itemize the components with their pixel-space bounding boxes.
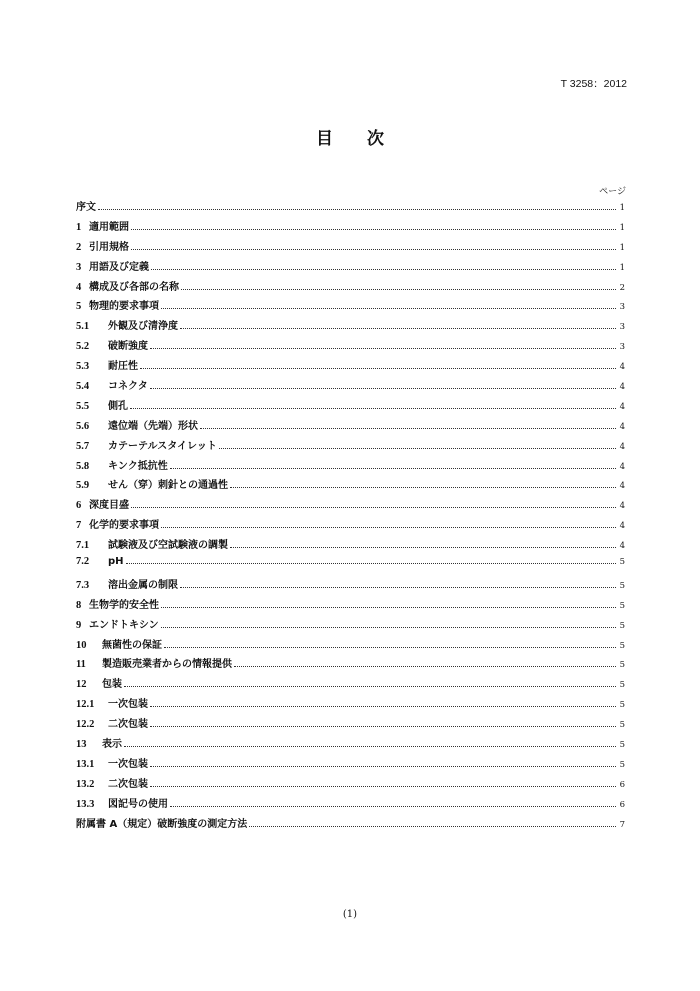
page-title: 目 次 bbox=[316, 129, 398, 149]
toc-leader-dots bbox=[230, 486, 616, 488]
toc-leader-dots bbox=[170, 467, 616, 469]
toc-leader-dots bbox=[150, 725, 616, 727]
toc-section-title: 包装 bbox=[102, 679, 122, 691]
toc-section-title: 溶出金属の制限 bbox=[108, 579, 178, 591]
toc-entry[interactable] bbox=[76, 476, 625, 496]
toc-section-title: 生物学的安全性 bbox=[89, 599, 159, 611]
toc-entry[interactable] bbox=[76, 636, 625, 656]
toc-entry[interactable] bbox=[76, 238, 625, 258]
toc-section-number: 3 bbox=[76, 261, 82, 273]
toc-entry[interactable] bbox=[76, 357, 625, 377]
toc-section-title: 引用規格 bbox=[89, 241, 129, 253]
toc-leader-dots bbox=[170, 805, 616, 807]
toc-entry[interactable] bbox=[76, 536, 625, 556]
toc-page-number: 1 bbox=[619, 242, 625, 253]
toc-page-number: 4 bbox=[619, 441, 625, 452]
toc-section-title: 製造販売業者からの情報提供 bbox=[102, 659, 232, 671]
toc-entry[interactable] bbox=[76, 755, 625, 775]
toc-leader-dots bbox=[131, 248, 616, 250]
toc-section-title: エンドトキシン bbox=[89, 619, 159, 631]
toc-page-number: 4 bbox=[619, 481, 625, 492]
toc-section-number: 12 bbox=[76, 679, 87, 691]
toc-entry[interactable] bbox=[76, 496, 625, 516]
toc-section-number: 5.7 bbox=[76, 440, 90, 452]
toc-page-number: 3 bbox=[619, 342, 625, 353]
toc-section-title: 破断強度 bbox=[108, 341, 148, 353]
toc-leader-dots bbox=[161, 626, 616, 628]
toc-section-number: 5.8 bbox=[76, 460, 90, 472]
toc-entry[interactable] bbox=[76, 596, 625, 616]
toc-section-title: 一次包装 bbox=[108, 758, 148, 770]
toc-section-number: 12.2 bbox=[76, 719, 95, 731]
toc-leader-dots bbox=[181, 288, 616, 290]
toc-entry[interactable] bbox=[76, 616, 625, 636]
toc-section-title: 序文 bbox=[76, 202, 96, 213]
toc-leader-dots bbox=[161, 526, 616, 528]
toc-section-title: 用語及び定義 bbox=[89, 261, 149, 273]
toc-leader-dots bbox=[249, 825, 616, 827]
toc-page-number: 5 bbox=[619, 660, 625, 671]
toc-page-number: 4 bbox=[619, 521, 625, 532]
toc-section-number: 12.1 bbox=[76, 699, 95, 711]
toc-leader-dots bbox=[151, 268, 616, 270]
toc-section-title: キンク抵抗性 bbox=[108, 460, 168, 472]
toc-page-number: 5 bbox=[619, 620, 625, 631]
toc-section-number: 6 bbox=[76, 500, 82, 512]
toc-page-number: 4 bbox=[619, 401, 625, 412]
toc-entry[interactable] bbox=[76, 675, 625, 695]
table-of-contents bbox=[76, 198, 625, 835]
toc-section-number: 8 bbox=[76, 599, 82, 611]
page-number-footer: (1) bbox=[342, 909, 358, 920]
toc-leader-dots bbox=[124, 745, 616, 747]
toc-section-title: コネクタ bbox=[108, 381, 148, 393]
toc-leader-dots bbox=[180, 586, 616, 588]
toc-entry[interactable] bbox=[76, 775, 625, 795]
toc-entry[interactable] bbox=[76, 397, 625, 417]
toc-section-number: 13.3 bbox=[76, 798, 95, 810]
toc-section-number: 13.1 bbox=[76, 758, 95, 770]
toc-leader-dots bbox=[126, 562, 616, 564]
toc-section-title: 表示 bbox=[102, 739, 122, 751]
toc-page-number: 5 bbox=[619, 557, 625, 568]
toc-page-number: 7 bbox=[619, 819, 625, 830]
toc-section-number: 5.3 bbox=[76, 361, 90, 373]
toc-leader-dots bbox=[150, 785, 616, 787]
toc-page-number: 4 bbox=[619, 362, 625, 373]
toc-page-number: 6 bbox=[619, 799, 625, 810]
toc-section-title: 構成及び各部の名称 bbox=[89, 281, 179, 293]
toc-page-number: 4 bbox=[619, 382, 625, 393]
toc-section-title: 図記号の使用 bbox=[108, 798, 168, 810]
toc-leader-dots bbox=[98, 208, 616, 210]
toc-page-number: 6 bbox=[619, 779, 625, 790]
toc-entry[interactable] bbox=[76, 735, 625, 755]
toc-entry[interactable] bbox=[76, 815, 625, 835]
toc-section-title: 遠位端（先端）形状 bbox=[108, 420, 198, 432]
toc-page-number: 5 bbox=[619, 640, 625, 651]
doc-code: T 3258：2012 bbox=[560, 78, 627, 90]
toc-page-number: 4 bbox=[619, 421, 625, 432]
toc-entry[interactable] bbox=[76, 795, 625, 815]
toc-page-number: 5 bbox=[619, 600, 625, 611]
toc-entry[interactable] bbox=[76, 278, 625, 298]
toc-section-number: 7.3 bbox=[76, 579, 90, 591]
toc-section-title: 試験液及び空試験液の調製 bbox=[108, 540, 228, 552]
toc-section-number: 5.4 bbox=[76, 381, 90, 393]
toc-section-title: 外観及び清浄度 bbox=[108, 321, 178, 333]
toc-leader-dots bbox=[219, 447, 616, 449]
toc-leader-dots bbox=[150, 765, 616, 767]
toc-section-title: 耐圧性 bbox=[108, 361, 138, 373]
toc-section-number: 5.6 bbox=[76, 420, 90, 432]
toc-entry[interactable] bbox=[76, 297, 625, 317]
toc-section-number: 4 bbox=[76, 281, 82, 293]
toc-page-number: 5 bbox=[619, 680, 625, 691]
toc-leader-dots bbox=[124, 685, 616, 687]
page-column-header: ページ bbox=[599, 187, 626, 197]
toc-section-number: 9 bbox=[76, 619, 82, 631]
toc-section-title: 適用範囲 bbox=[89, 221, 129, 233]
toc-section-title: 二次包装 bbox=[108, 719, 148, 731]
toc-leader-dots bbox=[230, 546, 616, 548]
toc-page-number: 4 bbox=[619, 501, 625, 512]
toc-page-number: 3 bbox=[619, 322, 625, 333]
toc-section-title: 附属書 A（規定）破断強度の測定方法 bbox=[76, 818, 248, 830]
toc-entry[interactable] bbox=[76, 457, 625, 477]
toc-section-number: 5.9 bbox=[76, 480, 90, 492]
toc-entry[interactable] bbox=[76, 516, 625, 536]
toc-entry[interactable] bbox=[76, 258, 625, 278]
toc-page-number: 5 bbox=[619, 700, 625, 711]
toc-entry[interactable] bbox=[76, 417, 625, 437]
toc-section-title: 無菌性の保証 bbox=[102, 639, 162, 651]
toc-section-title: 側孔 bbox=[108, 400, 128, 412]
toc-leader-dots bbox=[131, 228, 616, 230]
toc-entry[interactable] bbox=[76, 695, 625, 715]
toc-leader-dots bbox=[200, 427, 616, 429]
toc-page-number: 2 bbox=[619, 282, 625, 293]
toc-entry[interactable] bbox=[76, 556, 625, 576]
toc-section-number: 7 bbox=[76, 520, 82, 532]
toc-leader-dots bbox=[161, 307, 616, 309]
toc-section-number: 11 bbox=[76, 659, 86, 671]
toc-section-number: 1 bbox=[76, 221, 82, 233]
toc-entry[interactable] bbox=[76, 715, 625, 735]
toc-leader-dots bbox=[161, 606, 616, 608]
toc-section-title: カテーテルスタイレット bbox=[108, 440, 217, 452]
toc-entry[interactable] bbox=[76, 317, 625, 337]
toc-entry[interactable] bbox=[76, 576, 625, 596]
toc-entry[interactable] bbox=[76, 218, 625, 238]
toc-leader-dots bbox=[180, 327, 616, 329]
toc-section-title: 化学的要求事項 bbox=[89, 520, 159, 532]
toc-leader-dots bbox=[150, 387, 616, 389]
toc-section-number: 5.2 bbox=[76, 341, 90, 353]
toc-entry[interactable] bbox=[76, 337, 625, 357]
toc-section-title: pH bbox=[108, 556, 124, 568]
toc-section-number: 10 bbox=[76, 639, 87, 651]
toc-entry[interactable] bbox=[76, 437, 625, 457]
toc-section-title: 物理的要求事項 bbox=[89, 301, 159, 313]
toc-section-title: 深度目盛 bbox=[89, 500, 129, 512]
toc-section-number: 7.2 bbox=[76, 556, 90, 568]
toc-section-number: 5.1 bbox=[76, 321, 90, 333]
toc-section-number: 7.1 bbox=[76, 540, 90, 552]
toc-section-number: 5 bbox=[76, 301, 82, 313]
toc-leader-dots bbox=[150, 705, 616, 707]
toc-page-number: 5 bbox=[619, 759, 625, 770]
toc-section-number: 5.5 bbox=[76, 400, 90, 412]
toc-entry[interactable] bbox=[76, 198, 625, 218]
toc-leader-dots bbox=[164, 646, 616, 648]
toc-page-number: 5 bbox=[619, 720, 625, 731]
toc-leader-dots bbox=[150, 347, 616, 349]
toc-page-number: 1 bbox=[619, 203, 625, 213]
toc-section-title: 二次包装 bbox=[108, 778, 148, 790]
toc-page-number: 3 bbox=[619, 302, 625, 313]
toc-page-number: 4 bbox=[619, 461, 625, 472]
toc-section-number: 2 bbox=[76, 241, 82, 253]
toc-entry[interactable] bbox=[76, 377, 625, 397]
toc-page-number: 5 bbox=[619, 580, 625, 591]
toc-page-number: 4 bbox=[619, 541, 625, 552]
toc-leader-dots bbox=[131, 506, 616, 508]
toc-page-number: 5 bbox=[619, 740, 625, 751]
toc-section-title: 一次包装 bbox=[108, 699, 148, 711]
toc-section-title: せん（穿）刺針との通過性 bbox=[108, 480, 228, 492]
toc-page-number: 1 bbox=[619, 262, 625, 273]
toc-section-number: 13 bbox=[76, 739, 87, 751]
toc-page-number: 1 bbox=[619, 222, 625, 233]
toc-leader-dots bbox=[234, 665, 616, 667]
toc-entry[interactable] bbox=[76, 655, 625, 675]
toc-section-number: 13.2 bbox=[76, 778, 95, 790]
toc-leader-dots bbox=[140, 367, 616, 369]
toc-leader-dots bbox=[130, 407, 616, 409]
